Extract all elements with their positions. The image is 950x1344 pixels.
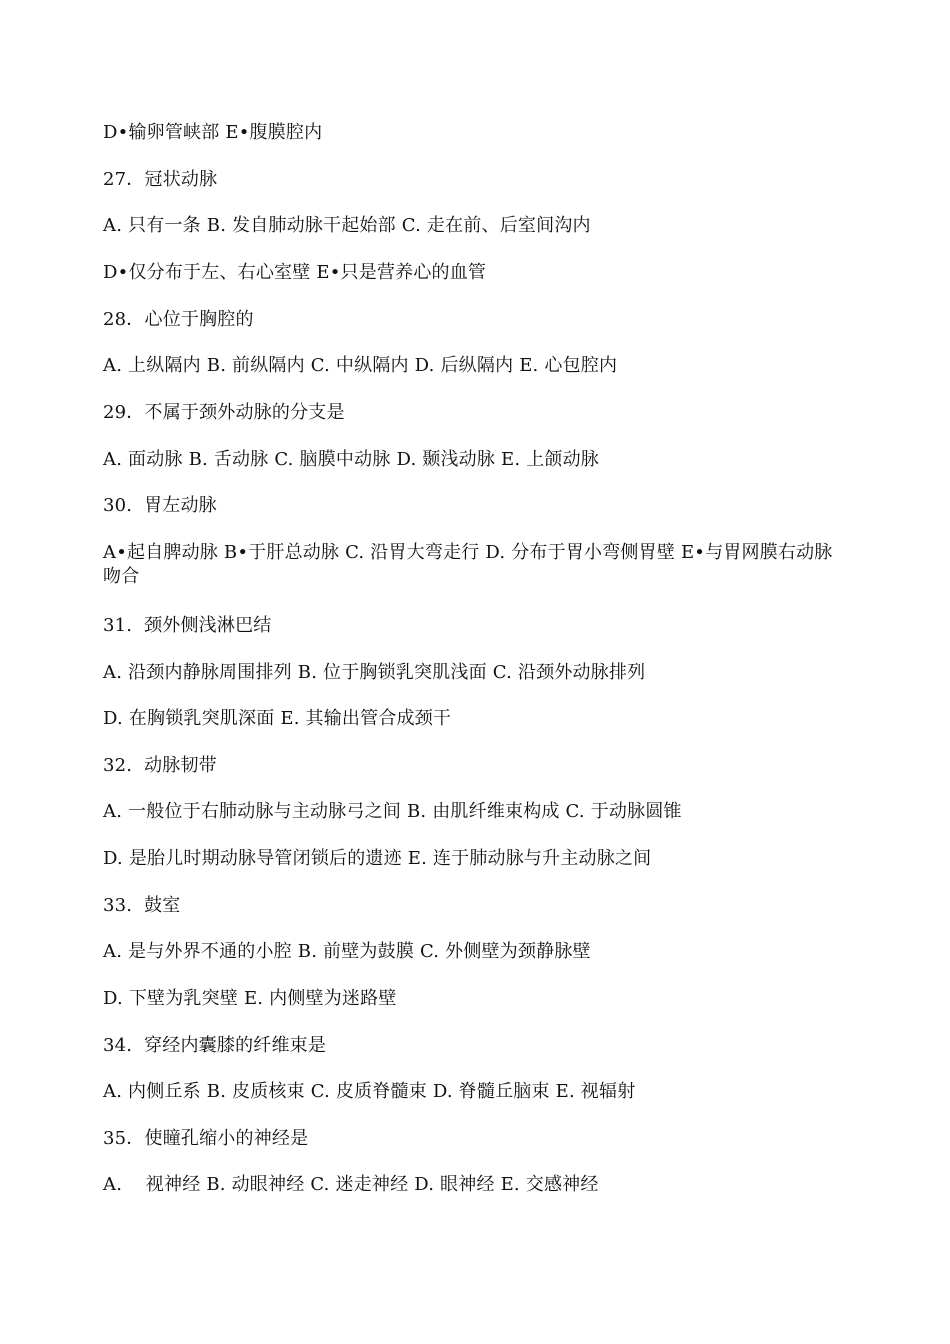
option-line-35: A. 视神经 B. 动眼神经 C. 迷走神经 D. 眼神经 E. 交感神经: [103, 1174, 599, 1195]
option-line-33-abc: A. 是与外界不通的小腔 B. 前壁为鼓膜 C. 外侧壁为颈静脉壁: [103, 941, 591, 962]
question-27: 27．冠状动脉: [103, 169, 218, 190]
option-line-26-de: D•输卵管峡部 E•腹膜腔内: [103, 122, 323, 143]
option-line-34: A. 内侧丘系 B. 皮质核束 C. 皮质脊髓束 D. 脊髓丘脑束 E. 视辐射: [103, 1081, 636, 1102]
option-line-32-de: D. 是胎儿时期动脉导管闭锁后的遗迹 E. 连于肺动脉与升主动脉之间: [103, 848, 652, 869]
option-line-31-de: D. 在胸锁乳突肌深面 E. 其输出管合成颈干: [103, 708, 452, 729]
option-line-27-abc: A. 只有一条 B. 发自肺动脉干起始部 C. 走在前、后室间沟内: [103, 215, 591, 236]
question-31: 31. 颈外侧浅淋巴结: [103, 615, 272, 636]
option-line-28: A. 上纵隔内 B. 前纵隔内 C. 中纵隔内 D. 后纵隔内 E. 心包腔内: [103, 355, 618, 376]
question-35: 35．使瞳孔缩小的神经是: [103, 1128, 309, 1149]
question-32: 32. 动脉韧带: [103, 755, 217, 776]
option-line-33-de: D. 下壁为乳突壁 E. 内侧壁为迷路壁: [103, 988, 397, 1009]
question-30: 30. 胃左动脉: [103, 495, 217, 516]
option-line-27-de: D•仅分布于左、右心室壁 E•只是营养心的血管: [103, 262, 487, 283]
question-28: 28．心位于胸腔的: [103, 309, 254, 330]
option-line-31-abc: A. 沿颈内静脉周围排列 B. 位于胸锁乳突肌浅面 C. 沿颈外动脉排列: [103, 662, 646, 683]
question-33: 33. 鼓室: [103, 895, 181, 916]
question-29: 29．不属于颈外动脉的分支是: [103, 402, 345, 423]
question-34: 34. 穿经内囊膝的纤维束是: [103, 1035, 327, 1056]
option-line-30: A•起自脾动脉 B•于肝总动脉 C. 沿胃大弯走行 D. 分布于胃小弯侧胃壁 E•与胃网膜右动脉吻合: [103, 542, 833, 587]
option-line-32-abc: A. 一般位于右肺动脉与主动脉弓之间 B. 由肌纤维束构成 C. 于动脉圆锥: [103, 801, 682, 822]
option-line-29: A. 面动脉 B. 舌动脉 C. 脑膜中动脉 D. 颞浅动脉 E. 上颌动脉: [103, 449, 599, 470]
